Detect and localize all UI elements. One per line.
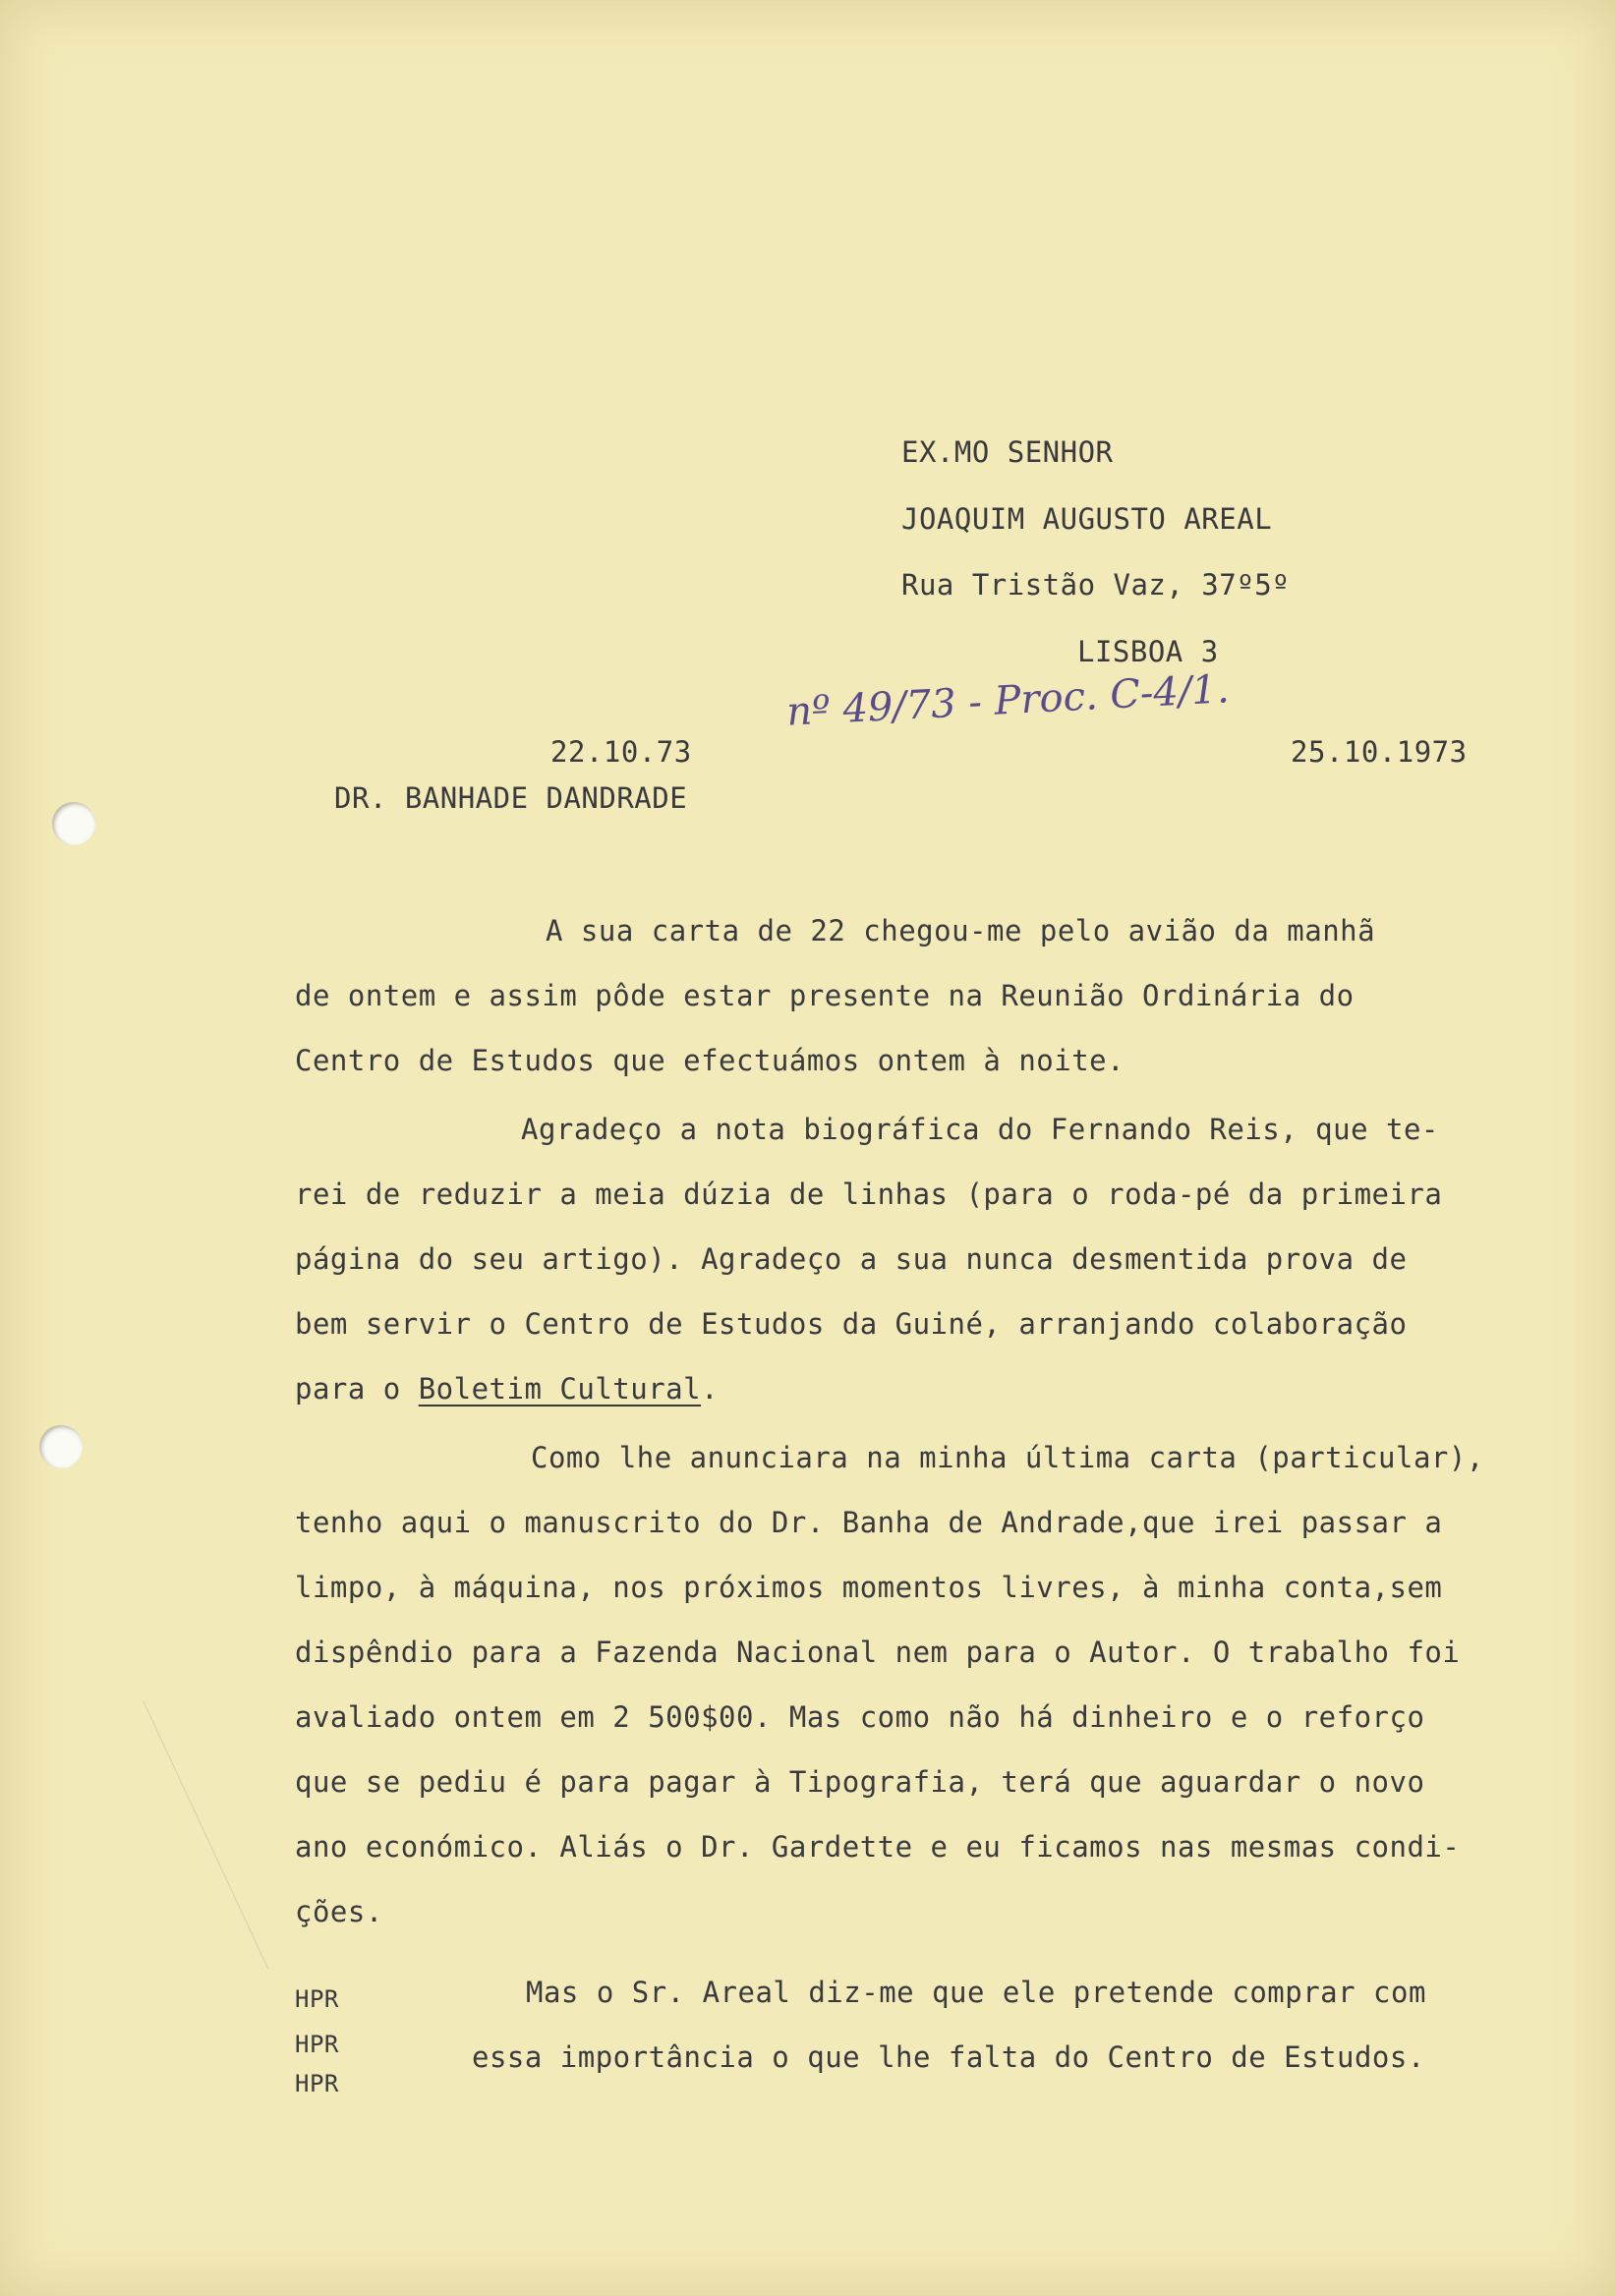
punch-hole	[39, 1425, 83, 1468]
body-line: dispêndio para a Fazenda Nacional nem para o Autor. O trabalho foi	[295, 1636, 1461, 1669]
initials: HPR	[295, 2070, 339, 2097]
address-street: Rua Tristão Vaz, 37º5º	[901, 568, 1291, 602]
body-line: Mas o Sr. Areal diz-me que ele pretende comprar com	[526, 1976, 1426, 2009]
body-line: ano económico. Aliás o Dr. Gardette e eu ficamos nas mesmas condi-	[295, 1830, 1461, 1864]
body-line: avaliado ontem em 2 500$00. Mas como não há dinheiro e o reforço	[295, 1700, 1425, 1734]
reference-name: DR. BANHADE DANDRADE	[334, 781, 688, 815]
address-city: LISBOA 3	[1077, 635, 1219, 668]
body-line: A sua carta de 22 chegou-me pelo avião da manhã	[546, 914, 1376, 947]
publication-title: Boletim Cultural	[418, 1372, 702, 1406]
body-line: rei de reduzir a meia dúzia de linhas (para o roda-pé da primeira	[295, 1177, 1443, 1211]
body-line: essa importância o que lhe falta do Centro de Estudos.	[472, 2040, 1425, 2074]
body-text: para o	[295, 1372, 419, 1406]
body-line: bem servir o Centro de Estudos da Guiné, arranjando colaboração	[295, 1307, 1408, 1341]
body-line: limpo, à máquina, nos próximos momentos livres, à minha conta,sem	[295, 1571, 1443, 1604]
punch-hole	[52, 802, 95, 845]
handwritten-reference: nº 49/73 - Proc. C-4/1.	[785, 666, 1231, 735]
reference-date: 22.10.73	[550, 735, 692, 769]
body-line: Como lhe anunciara na minha última carta (particular),	[531, 1441, 1484, 1474]
body-line: ções.	[295, 1895, 383, 1928]
initials: HPR	[295, 1985, 339, 2013]
body-line: Centro de Estudos que efectuámos ontem à noite.	[295, 1044, 1125, 1077]
body-line: de ontem e assim pôde estar presente na Reunião Ordinária do	[295, 979, 1355, 1012]
body-line: tenho aqui o manuscrito do Dr. Banha de Andrade,que irei passar a	[295, 1506, 1443, 1539]
body-line: página do seu artigo). Agradeço a sua nunca desmentida prova de	[295, 1242, 1408, 1276]
body-text: .	[701, 1372, 720, 1406]
letter-date: 25.10.1973	[1291, 735, 1468, 769]
address-salutation: EX.MO SENHOR	[901, 435, 1114, 469]
initials: HPR	[295, 2031, 339, 2058]
body-line-final	[295, 1372, 719, 1406]
body-line: que se pediu é para pagar à Tipografia, terá que aguardar o novo	[295, 1765, 1425, 1799]
body-line: Agradeço a nota biográfica do Fernando Reis, que te-	[521, 1113, 1439, 1146]
address-name: JOAQUIM AUGUSTO AREAL	[901, 502, 1273, 536]
